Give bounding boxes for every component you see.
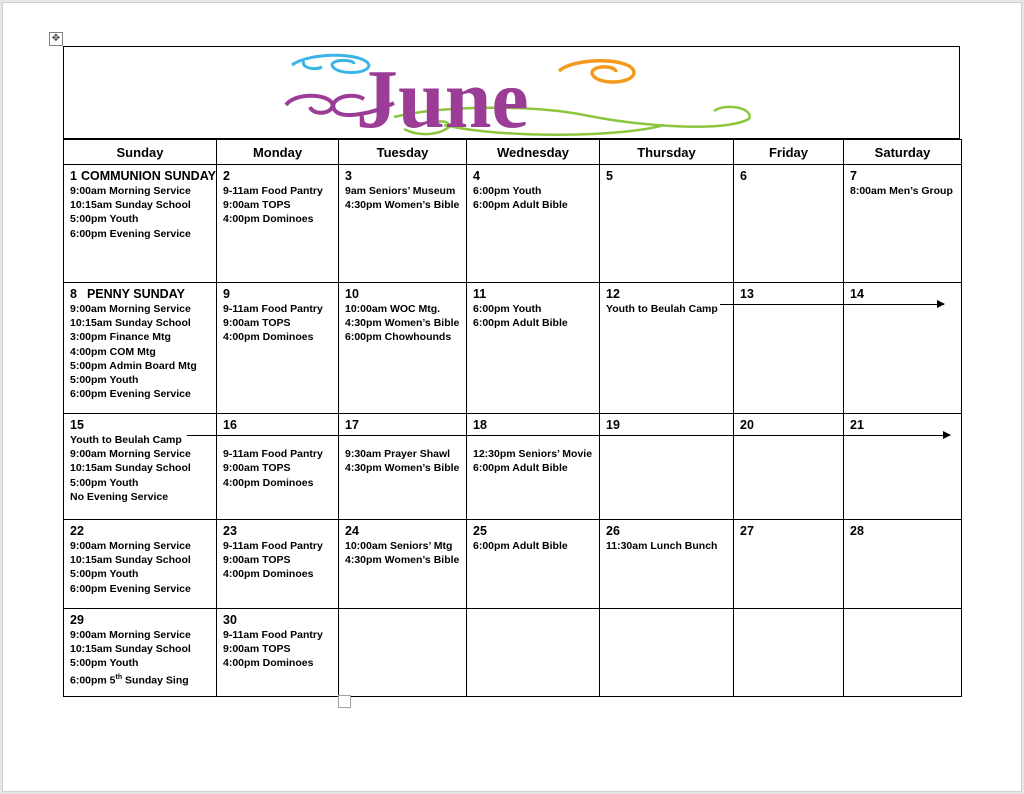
calendar-day-cell[interactable] [64, 520, 217, 609]
event-item: 12:30pm Seniors’ Movie [473, 448, 593, 461]
calendar-day-cell[interactable] [600, 165, 734, 283]
month-title: June [356, 53, 529, 140]
event-item: No Evening Service [70, 490, 169, 503]
day-number-text: 19 [606, 418, 620, 432]
event-item: 9-11am Food Pantry [223, 629, 323, 641]
calendar-day-cell[interactable] [217, 414, 339, 520]
calendar-week-row [64, 283, 962, 414]
calendar-day-cell[interactable] [844, 414, 962, 520]
event-item: 6:00pm Evening Service [70, 227, 191, 240]
weekday-header: Sunday [64, 140, 217, 165]
calendar-day-cell[interactable] [734, 414, 844, 520]
event-item: 6:00pm Chowhounds [345, 331, 452, 344]
event-item: 9:00am Morning Service [70, 629, 191, 641]
weekday-header: Friday [734, 140, 844, 165]
event-item: 9:00am Morning Service [70, 540, 191, 552]
day-number [223, 523, 338, 539]
calendar-day-cell[interactable] [217, 283, 339, 414]
calendar-day-cell[interactable] [467, 283, 600, 414]
day-number-text: 7 [850, 169, 857, 183]
calendar-day-cell[interactable] [844, 520, 962, 609]
month-title-banner [63, 46, 960, 139]
day-number [606, 523, 733, 539]
june-title-art [64, 47, 961, 140]
day-number-text: 14 [850, 287, 864, 301]
table-resize-handle-icon[interactable] [338, 695, 351, 708]
day-number [606, 417, 733, 433]
event-item: 9-11am Food Pantry [223, 540, 323, 552]
day-number [850, 523, 961, 539]
event-item: 9:00am TOPS [223, 554, 291, 567]
calendar-day-cell[interactable] [339, 165, 467, 283]
event-item: 6:00pm Adult Bible [473, 199, 568, 212]
event-item: 11:30am Lunch Bunch [606, 540, 718, 552]
event-item: 9:00am TOPS [223, 462, 291, 475]
calendar-day-cell[interactable] [217, 520, 339, 609]
day-number [740, 417, 843, 433]
day-special-label: COMMUNION SUNDAY [80, 169, 216, 183]
event-item: 4:30pm Women’s Bible [345, 554, 460, 567]
event-item: 4:30pm Women’s Bible [345, 199, 460, 212]
day-number-text: 8 [70, 287, 77, 301]
event-item: 10:15am Sunday School [70, 199, 191, 212]
event-item: 9:00am Morning Service [70, 185, 191, 197]
calendar-day-cell[interactable] [844, 165, 962, 283]
day-number [740, 286, 843, 302]
orange-swirl-icon [559, 61, 634, 82]
day-number-text: 3 [345, 169, 352, 183]
day-number [70, 523, 216, 539]
day-number-text: 27 [740, 524, 754, 538]
event-item: 10:00am WOC Mtg. [345, 303, 441, 315]
event-item: 9:30am Prayer Shawl [345, 448, 451, 461]
calendar-day-cell[interactable] [600, 414, 734, 520]
event-item: 6:00pm Adult Bible [473, 317, 568, 330]
calendar-day-cell[interactable] [600, 520, 734, 609]
day-number-text: 18 [473, 418, 487, 432]
day-number-text: 12 [606, 287, 620, 301]
calendar-day-cell[interactable] [339, 520, 467, 609]
calendar-week-row [64, 520, 962, 609]
day-number [473, 286, 599, 302]
day-number [473, 417, 599, 433]
event-item: 10:15am Sunday School [70, 462, 191, 475]
event-item: 3:00pm Finance Mtg [70, 331, 171, 344]
day-number-text: 10 [345, 287, 359, 301]
calendar-day-cell[interactable] [217, 609, 339, 697]
day-number-text: 6 [740, 169, 747, 183]
event-item: 5:00pm Youth [70, 374, 139, 387]
event-item: 6:00pm Youth [473, 185, 542, 197]
event-item: Youth to Beulah Camp [70, 434, 182, 446]
calendar-day-cell[interactable] [64, 609, 217, 697]
weekday-header: Thursday [600, 140, 734, 165]
day-number-text: 25 [473, 524, 487, 538]
weekday-header-row [64, 140, 962, 165]
calendar-day-cell[interactable] [339, 414, 467, 520]
event-item: 5:00pm Admin Board Mtg [70, 359, 197, 372]
weekday-header: Tuesday [339, 140, 467, 165]
empty-cell [339, 609, 467, 697]
day-number [70, 417, 216, 433]
calendar-day-cell[interactable] [217, 165, 339, 283]
event-item: 6:00pm Adult Bible [473, 462, 568, 475]
event-item: 10:15am Sunday School [70, 554, 191, 567]
calendar-day-cell[interactable] [64, 414, 217, 520]
event-item: 6:00pm Adult Bible [473, 540, 568, 552]
event-item: 10:15am Sunday School [70, 317, 191, 330]
event-item: 5:00pm Youth [70, 657, 139, 670]
event-item: 9-11am Food Pantry [223, 303, 323, 315]
day-number-text: 4 [473, 169, 480, 183]
event-item: 5:00pm Youth [70, 568, 139, 581]
calendar-day-cell[interactable] [64, 283, 217, 414]
calendar-grid [63, 139, 962, 697]
calendar-day-cell[interactable] [64, 165, 217, 283]
day-special-label: PENNY SUNDAY [86, 287, 185, 301]
day-number-text: 29 [70, 613, 84, 627]
day-number-text: 20 [740, 418, 754, 432]
event-item: 10:00am Seniors’ Mtg [345, 540, 453, 552]
day-number-text: 15 [70, 418, 84, 432]
day-number [223, 417, 338, 433]
day-number [223, 168, 338, 184]
event-item: 5:00pm Youth [70, 213, 139, 226]
event-item: 4:30pm Women’s Bible [345, 462, 460, 475]
event-item: 6:00pm Evening Service [70, 582, 191, 595]
day-number-text: 11 [473, 287, 487, 301]
calendar-day-cell[interactable] [467, 520, 600, 609]
day-number [223, 612, 338, 628]
day-number [223, 286, 338, 302]
weekday-header: Monday [217, 140, 339, 165]
event-item: 9-11am Food Pantry [223, 448, 323, 461]
calendar-week-row [64, 609, 962, 697]
weekday-header: Wednesday [467, 140, 600, 165]
calendar-week-row [64, 414, 962, 520]
day-number [345, 168, 466, 184]
day-number [740, 523, 843, 539]
day-number [606, 286, 733, 302]
day-number [70, 286, 216, 302]
empty-cell [844, 609, 962, 697]
event-item: 9:00am TOPS [223, 643, 291, 656]
day-number-text: 17 [345, 418, 359, 432]
day-number-text: 13 [740, 287, 754, 301]
weekday-header: Saturday [844, 140, 962, 165]
event-item: 9-11am Food Pantry [223, 185, 323, 197]
day-number-text: 28 [850, 524, 864, 538]
day-number [345, 523, 466, 539]
day-number [473, 523, 599, 539]
event-item: 4:00pm Dominoes [223, 657, 314, 670]
event-item: 6:00pm Youth [473, 303, 542, 315]
day-number-text: 2 [223, 169, 230, 183]
event-item: 10:15am Sunday School [70, 643, 191, 656]
event-item: 9am Seniors’ Museum [345, 185, 456, 197]
day-number-text: 21 [850, 418, 864, 432]
camp-span-arrow-icon [187, 435, 950, 436]
day-number-text: 22 [70, 524, 84, 538]
empty-cell [600, 609, 734, 697]
event-item: 4:00pm COM Mtg [70, 345, 156, 358]
event-item: 4:30pm Women’s Bible [345, 317, 460, 330]
event-item: 6:00pm Evening Service [70, 388, 191, 401]
empty-cell [467, 609, 600, 697]
day-number [70, 612, 216, 628]
event-item: 4:00pm Dominoes [223, 568, 314, 581]
calendar-day-cell[interactable] [467, 414, 600, 520]
event-item: 4:00pm Dominoes [223, 331, 314, 344]
day-number-text: 24 [345, 524, 359, 538]
event-item: 9:00am TOPS [223, 317, 291, 330]
event-item: 8:00am Men’s Group [850, 185, 953, 197]
calendar-day-cell[interactable] [467, 165, 600, 283]
calendar-day-cell[interactable] [734, 520, 844, 609]
event-item: 4:00pm Dominoes [223, 213, 314, 226]
event-item: 6:00pm 5th Sunday Sing [70, 673, 189, 687]
day-number-text: 1 [70, 169, 77, 183]
empty-cell [734, 609, 844, 697]
day-number [850, 168, 961, 184]
event-item: 9:00am Morning Service [70, 303, 191, 315]
day-number [740, 168, 843, 184]
day-number-text: 16 [223, 418, 237, 432]
day-number-text: 23 [223, 524, 237, 538]
day-number-text: 9 [223, 287, 230, 301]
camp-span-arrow-icon [720, 304, 944, 305]
calendar-day-cell[interactable] [734, 165, 844, 283]
event-item: 5:00pm Youth [70, 476, 139, 489]
day-number [70, 168, 216, 184]
day-number [345, 286, 466, 302]
day-number [606, 168, 733, 184]
calendar-day-cell[interactable] [339, 283, 467, 414]
event-item: Youth to Beulah Camp [606, 303, 718, 315]
calendar-day-cell[interactable] [600, 283, 734, 414]
day-number-text: 5 [606, 169, 613, 183]
table-move-handle-icon[interactable]: ✥ [49, 32, 63, 46]
calendar-week-row [64, 165, 962, 283]
event-item: 9:00am TOPS [223, 199, 291, 212]
day-number-text: 30 [223, 613, 237, 627]
day-number [345, 417, 466, 433]
calendar-day-cell[interactable] [734, 283, 844, 414]
event-item: 9:00am Morning Service [70, 448, 191, 461]
day-number [473, 168, 599, 184]
event-item: 4:00pm Dominoes [223, 476, 314, 489]
day-number-text: 26 [606, 524, 620, 538]
